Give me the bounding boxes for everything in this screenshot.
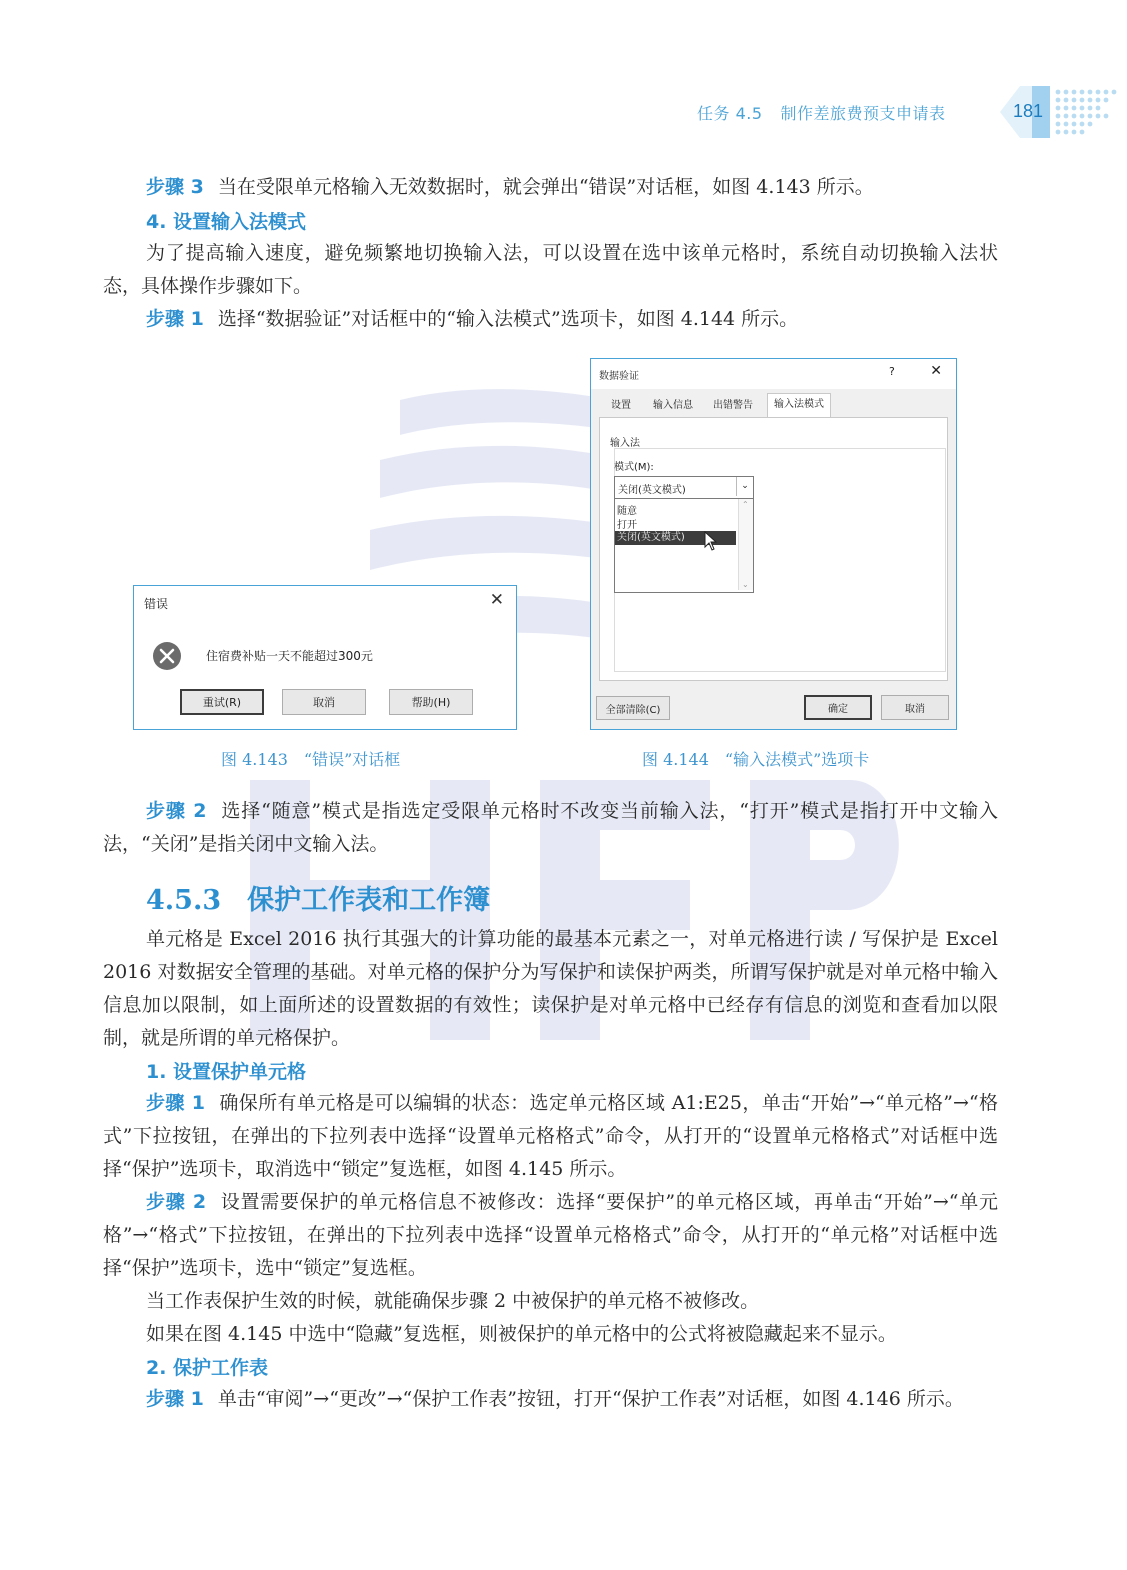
subheading-4: 4. 设置输入法模式	[146, 211, 307, 233]
dialog-title: 数据验证	[599, 371, 639, 382]
section-number: 4.5.3	[146, 885, 222, 916]
step-label: 步骤 1	[146, 1388, 204, 1410]
close-icon[interactable]: ✕	[489, 590, 504, 610]
step-label: 步骤 3	[146, 176, 204, 198]
cancel-button[interactable]: 取消	[282, 689, 366, 715]
mode-options-list[interactable]	[614, 498, 754, 593]
error-icon	[152, 641, 182, 671]
title-bar	[591, 359, 956, 389]
chevron-down-icon[interactable]: ⌄	[736, 477, 753, 496]
paragraph-text: 选择“随意”模式是指选定受限单元格时不改变当前输入法，“打开”模式是指打开中文输入法，“关闭”是指关闭中文输入法。	[103, 800, 998, 855]
error-dialog	[133, 585, 517, 730]
paragraph-text: 设置需要保护的单元格信息不被修改：选择“要保护”的单元格区域，再单击“开始”→“单元格”→“格式”下拉按钮，在弹出的下拉列表中选择“设置单元格格式”命令，从打开的“单元格”对话框中选择“保护”选项卡，选中“锁定”复选框。	[103, 1191, 998, 1279]
step-label: 步骤 2	[146, 800, 207, 822]
paragraph-protection-effect: 当工作表保护生效的时候，就能确保步骤 2 中被保护的单元格不被修改。	[146, 1290, 760, 1312]
running-header	[697, 101, 964, 124]
paragraph-text: 单击“审阅”→“更改”→“保护工作表”按钮，打开“保护工作表”对话框，如图 4.146 所示。	[217, 1388, 964, 1410]
paragraph-ime-intro: 为了提高输入速度，避免频繁地切换输入法，可以设置在选中该单元格时，系统自动切换输入法状态，具体操作步骤如下。	[103, 242, 998, 297]
group-label: 输入法	[610, 438, 640, 449]
ok-button[interactable]: 确定	[804, 695, 872, 720]
subheading-1: 1. 设置保护单元格	[146, 1061, 307, 1083]
paragraph-text: 当在受限单元格输入无效数据时，就会弹出“错误”对话框，如图 4.143 所示。	[217, 176, 874, 198]
data-validation-dialog	[590, 358, 957, 730]
paragraph-cell-protection: 单元格是 Excel 2016 执行其强大的计算功能的最基本元素之一，对单元格进行读 / 写保护是 Excel 2016 对数据安全管理的基础。对单元格的保护分为写保护和读保护两类，所谓写保护就是对单元格中输入信息加以限制，如上面所述的设置数据的有效性；读保护是对单元格中已经存有信息的浏览和查看加以限制，就是所谓的单元格保护。	[103, 928, 998, 1049]
tab-ime-mode[interactable]: 输入法模式	[767, 393, 831, 419]
figure-caption-4-143: 图 4.143 “错误”对话框	[221, 750, 401, 769]
section-heading	[146, 878, 490, 917]
header-title: 制作差旅费预支申请表	[780, 104, 946, 123]
paragraph-step3	[146, 171, 1006, 204]
tab-input-message[interactable]: 输入信息	[653, 400, 693, 411]
paragraph-step1-protect	[103, 1087, 998, 1186]
step-label: 步骤 2	[146, 1191, 207, 1213]
close-icon[interactable]: ✕	[930, 363, 942, 379]
selected-value: 关闭(英文模式)	[618, 485, 686, 496]
paragraph-step1-ime	[146, 303, 1006, 336]
paragraph-step1-sheet	[103, 1383, 998, 1416]
option-random[interactable]: 随意	[617, 506, 637, 517]
tab-panel	[599, 417, 948, 681]
scroll-down-icon[interactable]: ⌄	[742, 580, 749, 589]
scrollbar[interactable]	[738, 499, 753, 590]
scroll-up-icon[interactable]: ⌃	[742, 500, 749, 509]
paragraph-step2-ime	[103, 795, 998, 861]
tab-settings[interactable]: 设置	[611, 400, 631, 411]
option-open[interactable]: 打开	[617, 520, 637, 531]
paragraph-text: 选择“数据验证”对话框中的“输入法模式”选项卡，如图 4.144 所示。	[217, 308, 799, 330]
mode-select[interactable]	[614, 476, 754, 499]
clear-all-button[interactable]: 全部清除(C)	[596, 696, 670, 720]
error-message: 住宿费补贴一天不能超过300元	[206, 649, 373, 663]
retry-button[interactable]: 重试(R)	[180, 689, 264, 715]
dialog-title: 错误	[144, 597, 169, 611]
subheading-2: 2. 保护工作表	[146, 1357, 269, 1379]
mode-label: 模式(M):	[614, 462, 654, 473]
section-title: 保护工作表和工作簿	[247, 885, 491, 916]
step-label: 步骤 1	[146, 1092, 205, 1114]
option-close[interactable]: 关闭(英文模式)	[615, 531, 736, 545]
cancel-button[interactable]: 取消	[881, 695, 949, 720]
step-label: 步骤 1	[146, 308, 204, 330]
paragraph-step2-protect	[103, 1186, 998, 1285]
paragraph-text: 确保所有单元格是可以编辑的状态：选定单元格区域 A1:E25，单击“开始”→“单元格”→“格式”下拉按钮，在弹出的下拉列表中选择“设置单元格格式”命令，从打开的“设置单元格格式”对话框中选择“保护”选项卡，取消选中“锁定”复选框，如图 4.145 所示。	[103, 1092, 998, 1180]
help-icon[interactable]: ?	[889, 365, 895, 378]
figure-caption-4-144: 图 4.144 “输入法模式”选项卡	[642, 750, 870, 769]
page-number: 181	[1012, 101, 1044, 121]
help-button[interactable]: 帮助(H)	[389, 689, 473, 715]
tab-error-alert[interactable]: 出错警告	[713, 400, 753, 411]
mouse-cursor-icon	[704, 531, 718, 551]
header-task: 任务 4.5	[697, 104, 763, 123]
paragraph-hidden-formula: 如果在图 4.145 中选中“隐藏”复选框，则被保护的单元格中的公式将被隐藏起来不显示。	[146, 1323, 897, 1345]
